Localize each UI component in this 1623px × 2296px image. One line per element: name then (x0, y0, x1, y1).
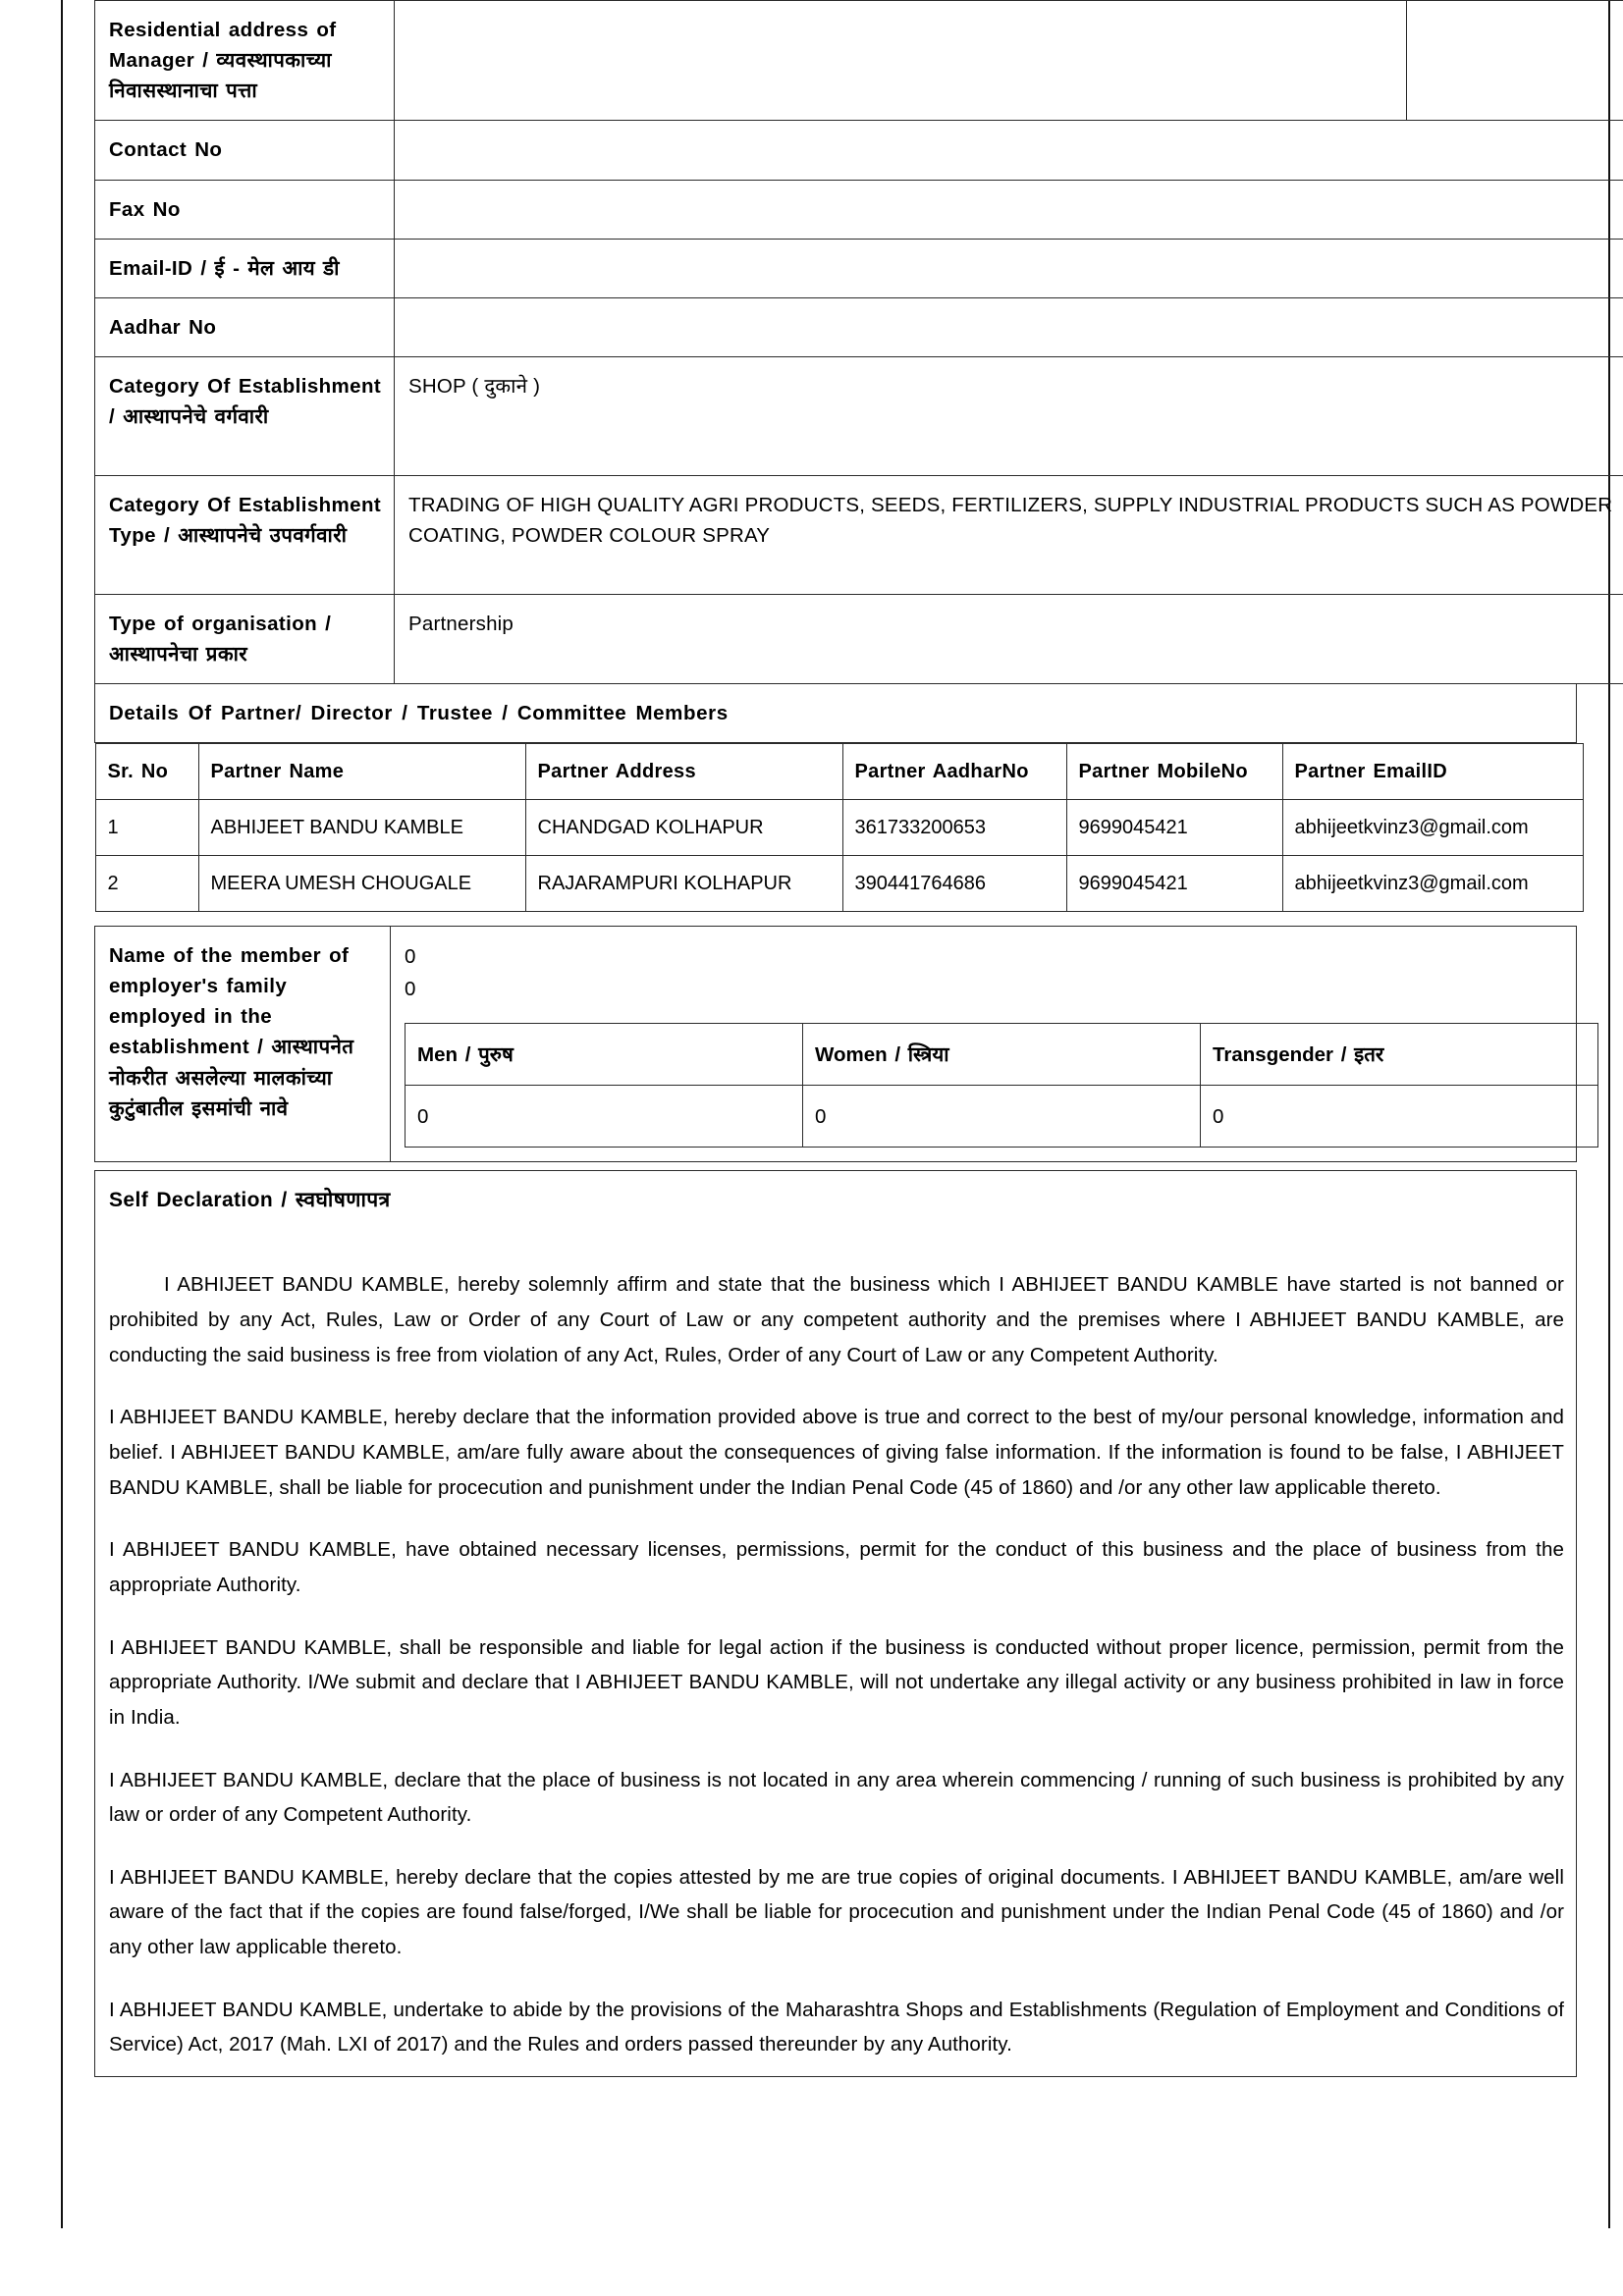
label-category-of-establishment: Category Of Establishment / आस्थापनेचे वर्गवारी (95, 357, 395, 476)
establishment-details-table (94, 0, 1623, 684)
value-aadhar-no (395, 297, 1623, 356)
cell-partner-aadhar-no: 390441764686 (842, 855, 1066, 911)
gender-count-table (405, 1023, 1598, 1148)
partner-heading-row (95, 683, 1577, 742)
form-row-category-of-establishment (95, 357, 1623, 476)
value-category-of-establishment-type: TRADING OF HIGH QUALITY AGRI PRODUCTS, SEEDS, FERTILIZERS, SUPPLY INDUSTRIAL PRODUCTS SUCH AS POWDER COATING, POWDER COLOUR SPRAY (395, 476, 1623, 595)
label-aadhar-no: Aadhar No (95, 297, 395, 356)
declaration-paragraph-1: I ABHIJEET BANDU KAMBLE, hereby solemnly affirm and state that the business which I ABHIJEET BANDU KAMBLE have started is not banned or prohibited by any Act, Rules, Law or Order of any Court of Law or any competent authority and the premises where I ABHIJEET BANDU KAMBLE, are conducting the said business is free from violation of any Act, Rules, Order of any Court of Law or any Competent Authority. (109, 1273, 1564, 1366)
label-email-id: Email-ID / ई - मेल आय डी (95, 239, 395, 297)
declaration-paragraph-5: I ABHIJEET BANDU KAMBLE, declare that the place of business is not located in any area wherein commencing / running of such business is prohibited by any law or order of any Competent Authority. (109, 1768, 1564, 1827)
value-type-of-organisation: Partnership (395, 595, 1623, 684)
form-row-fax-no (95, 180, 1623, 239)
cell-transgender-count: 0 (1201, 1086, 1598, 1148)
col-partner-address: Partner Address (525, 743, 842, 799)
value-residential-address-extra (1407, 1, 1623, 121)
partner-details-block (94, 683, 1577, 912)
cell-partner-name: MEERA UMESH CHOUGALE (198, 855, 525, 911)
col-sr-no: Sr. No (95, 743, 198, 799)
cell-partner-mobile-no: 9699045421 (1066, 855, 1282, 911)
cell-partner-email-id: abhijeetkvinz3@gmail.com (1282, 799, 1583, 855)
col-men: Men / पुरुष (406, 1024, 803, 1086)
cell-partner-name: ABHIJEET BANDU KAMBLE (198, 799, 525, 855)
cell-sr-no: 2 (95, 855, 198, 911)
cell-men-count: 0 (406, 1086, 803, 1148)
value-category-of-establishment: SHOP ( दुकाने ) (395, 357, 1623, 476)
gender-value-row (406, 1086, 1598, 1148)
family-members-content (391, 926, 1577, 1161)
col-partner-name: Partner Name (198, 743, 525, 799)
col-partner-email-id: Partner EmailID (1282, 743, 1583, 799)
value-email-id (395, 239, 1623, 297)
form-row-aadhar-no (95, 297, 1623, 356)
cell-women-count: 0 (803, 1086, 1201, 1148)
cell-partner-address: CHANDGAD KOLHAPUR (525, 799, 842, 855)
cell-partner-aadhar-no: 361733200653 (842, 799, 1066, 855)
label-contact-no: Contact No (95, 121, 395, 180)
self-declaration-row (95, 1171, 1577, 2077)
self-declaration-cell (95, 1171, 1577, 2077)
form-row-type-of-organisation (95, 595, 1623, 684)
table-row (95, 799, 1583, 855)
family-zero-line-2: 0 (405, 978, 416, 1001)
family-zero-line-1: 0 (405, 944, 416, 968)
label-fax-no: Fax No (95, 180, 395, 239)
partner-table-row (95, 742, 1577, 912)
self-declaration-block (94, 1170, 1577, 2077)
self-declaration-title: Self Declaration / स्वघोषणापत्र (109, 1189, 391, 1212)
cell-partner-email-id: abhijeetkvinz3@gmail.com (1282, 855, 1583, 911)
declaration-paragraph-6: I ABHIJEET BANDU KAMBLE, hereby declare that the copies attested by me are true copies of original documents. I ABHIJEET BANDU KAMBLE, am/are well aware of the fact that if the copies are found false/forged, I/We shall be liable for procecution and punishment under the Indian Penal Code (45 of 1860) and /or any other law applicable thereto. (109, 1865, 1564, 1959)
table-row (95, 855, 1583, 911)
cell-partner-address: RAJARAMPURI KOLHAPUR (525, 855, 842, 911)
partner-table-wrapper (95, 742, 1577, 912)
col-women: Women / स्त्रिया (803, 1024, 1201, 1086)
declaration-paragraph-3: I ABHIJEET BANDU KAMBLE, have obtained necessary licenses, permissions, permit for the conduct of this business and the place of business from the appropriate Authority. (109, 1538, 1564, 1596)
col-transgender: Transgender / इतर (1201, 1024, 1598, 1086)
declaration-paragraph-2: I ABHIJEET BANDU KAMBLE, hereby declare that the information provided above is true and correct to the best of my/our personal knowledge, information and belief. I ABHIJEET BANDU KAMBLE, am/are fully aware about the consequences of giving false information. If the information is found to be false, I ABHIJEET BANDU KAMBLE, shall be liable for procecution and punishment under the Indian Penal Code (45 of 1860) and /or any other law applicable thereto. (109, 1406, 1564, 1499)
form-row-category-of-establishment-type (95, 476, 1623, 595)
value-contact-no (395, 121, 1623, 180)
declaration-paragraph-7: I ABHIJEET BANDU KAMBLE, undertake to abide by the provisions of the Maharashtra Shops and Establishments (Regulation of Employment and Conditions of Service) Act, 2017 (Mah. LXI of 2017) and the Rules and orders passed thereunder by any Authority. (109, 1998, 1564, 2056)
col-partner-mobile-no: Partner MobileNo (1066, 743, 1282, 799)
family-members-block (94, 926, 1577, 1162)
form-row-residential-address (95, 1, 1623, 121)
label-type-of-organisation: Type of organisation / आस्थापनेचा प्रकार (95, 595, 395, 684)
value-residential-address (395, 1, 1407, 121)
form-row-email-id (95, 239, 1623, 297)
family-members-row (95, 926, 1577, 1161)
label-family-members: Name of the member of employer's family employed in the establishment / आस्थापनेत नोकरीत असलेल्या मालकांच्या कुटुंबातील इसमांची नावे (95, 926, 391, 1161)
cell-sr-no: 1 (95, 799, 198, 855)
partner-table-header-row (95, 743, 1583, 799)
value-fax-no (395, 180, 1623, 239)
label-category-of-establishment-type: Category Of Establishment Type / आस्थापनेचे उपवर्गवारी (95, 476, 395, 595)
cell-partner-mobile-no: 9699045421 (1066, 799, 1282, 855)
form-row-contact-no (95, 121, 1623, 180)
partner-table (95, 743, 1584, 912)
page-left-rule (61, 0, 63, 2228)
form-sheet (94, 0, 1613, 2077)
declaration-paragraph-4: I ABHIJEET BANDU KAMBLE, shall be responsible and liable for legal action if the business is conducted without proper licence, permission, permit from the appropriate Authority. I/We submit and declare that I ABHIJEET BANDU KAMBLE, will not undertake any illegal activity or any business prohibited in law in force in India. (109, 1635, 1564, 1729)
label-residential-address: Residential address of Manager / व्यवस्थापकाच्या निवासस्थानाचा पत्ता (95, 1, 395, 121)
partner-section-heading: Details Of Partner/ Director / Trustee / Committee Members (95, 683, 1577, 742)
gender-header-row (406, 1024, 1598, 1086)
col-partner-aadhar-no: Partner AadharNo (842, 743, 1066, 799)
